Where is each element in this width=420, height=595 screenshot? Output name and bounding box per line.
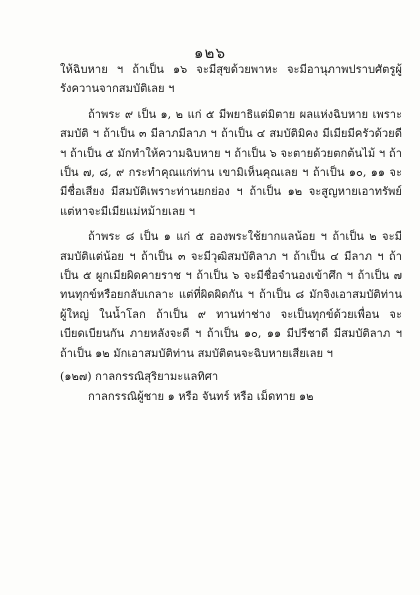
section-heading: (๑๒๗) กาลกรรณิสุริยามะแลทิศา bbox=[60, 370, 219, 384]
paragraph-4: กาลกรรณิผู้ชาย ๑ หรือ จันทร์ หรือ เม็ดทาย ๑๒ bbox=[88, 389, 314, 403]
paragraph-3: ถ้าพระ ๘ เป็น ๑ แก่ ๕ อองพระใช้ยากแลน้อย ฯ ถ้าเป็น ๒ จะมีสมบัติแต่น้อย ฯ ถ้าเป็น ๓ จะมีวุฒิสมบัติลาภ ฯ ถ้าเป็น ๔ มีลาภ ฯ ถ้าเป็น ๕ ผูกเมียผิดคายราช ฯ ถ้าเป็น ๖ จะมีชื่อจำนองเข้าศึก ฯ ถ้าเป็น ๗ ทนทุกข์หรือยกลับเกลาะ แต่ที่ผิดผิดกัน ฯ ถ้าเป็น ๘ มักจิงเอาสมบัติท่านผู้ใหญ่ ในน้ำโลก ถ้าเป็น ๙ ทานท่าช่าง จะเป็นทุกข์ด้วยเพื่อน จะเบียดเบียนกัน ภายหลังจะดี ฯ ถ้าเป็น ๑๐, ๑๑ มีปรีชาดี มีสมบัติลาภ ฯ ถ้าเป็น ๑๒ มักเอาสมบัติท่าน สมบัติตนจะฉิบหายเสียเลย ฯ bbox=[60, 230, 402, 360]
body-text bbox=[60, 60, 402, 406]
page-number: ๑๒๖ bbox=[194, 44, 226, 62]
paragraph-1: ให้ฉิบหาย ฯ ถ้าเป็น ๑๖ จะมีสุขด้วยพาหะ จะมีอานุภาพปราบศัตรูผู้รังควานจากสมบัติเลย ฯ bbox=[60, 63, 402, 96]
paragraph-2: ถ้าพระ ๙ เป็น ๑, ๒ แก่ ๕ มีพยาธิแต่มิตาย ผลแห่งฉิบหาย เพราะสมบัติ ฯ ถ้าเป็น ๓ มีลาภมีลาภ ฯ ถ้าเป็น ๔ สมบัติมิคง มีเมียมีครัวด้วยดี ฯ ถ้าเป็น ๕ มักทำให้ความฉิบหาย ฯ ถ้าเป็น ๖ จะตายด้วยตกต้นไม้ ฯ ถ้าเป็น ๗, ๘, ๙ กระทำคุณแก่ท่าน เขามิเห็นคุณเลย ฯ ถ้าเป็น ๑๐, ๑๑ จะมีชื่อเสียง มีสมบัติเพราะท่านยกย่อง ฯ ถ้าเป็น ๑๒ จะสูญหายเอาทรัพย์ แต่หาจะมีเมียแม่หม้ายเลย ฯ bbox=[60, 107, 402, 218]
